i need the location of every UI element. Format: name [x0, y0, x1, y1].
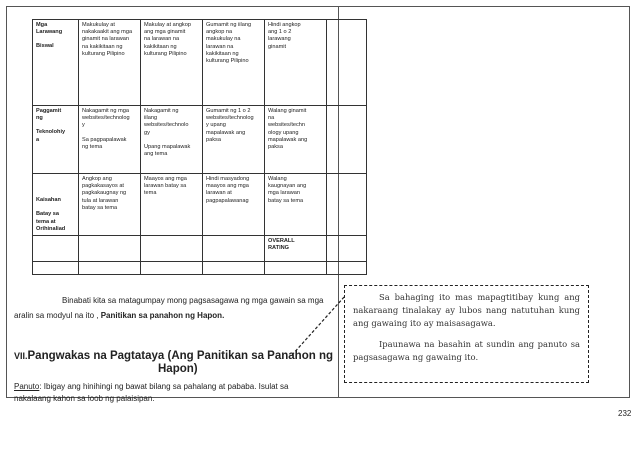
teacher-note-callout: Sa bahaging ito mas mapagtitibay kung ang nakaraang tinalakay ay lubos nang natutuhan kung ang gawaing ito ay maisasagawa. Ipaunawa na basahin at sundin ang panuto sa pagsasagawa ng gawaing ito.	[344, 285, 589, 383]
rubric-cell: Gumamit ng iilang angkop na makukulay na larawan na kakikitaan ng kulturang Pilipino	[203, 20, 265, 106]
criterion-cell: Mga Larawang Biswal	[33, 20, 79, 106]
instruction: Panuto: Ibigay ang hinihingi ng bawat bilang sa pahalang at pababa. Isulat sa	[14, 382, 289, 391]
criterion-cell: Paggamit ng Teknolohiy a	[33, 106, 79, 174]
rubric-cell: Makukulay at nakakaakit ang mga ginamit na larawan na kakikitaan ng kulturang Pilipino	[79, 20, 141, 106]
rubric-cell: Walang ginamit na websites/techn ology upang mapalawak ang paksa	[265, 106, 327, 174]
rubric-cell: Nakagamit ng iilang websites/technolo gy Upang mapalawak ang tema	[141, 106, 203, 174]
section-heading-cont: Hapon)	[158, 363, 198, 375]
page-number: 232	[618, 409, 632, 418]
rubric-cell: Maayos ang mga larawan batay sa tema	[141, 174, 203, 236]
rubric-cell: Angkop ang pagkakasayos at pagkakaugnay ng tula at larawan batay sa tema	[79, 174, 141, 236]
rubric-cell: Hindi angkop ang 1 o 2 larawang ginamit	[265, 20, 327, 106]
rubric-cell: Hindi masyadong maayos ang mga larawan at pagpapalawanag	[203, 174, 265, 236]
congrats-line: Binabati kita sa matagumpay mong pagsasagawa ng mga gawain sa mga	[62, 296, 324, 305]
overall-rating-cell: OVERALL RATING	[265, 236, 327, 262]
rubric-cell: Makulay at angkop ang mga ginamit na larawan na kakikitaan ng kulturang Pilipino	[141, 20, 203, 106]
instruction-cont: nakalaang kahon sa loob ng palaisipan.	[14, 394, 155, 403]
rubric-cell: Nakagamit ng mga websites/technolog y Sa pagpapalawak ng tema	[79, 106, 141, 174]
criterion-cell: Kaisahan Batay sa tema at Orihinaliad	[33, 174, 79, 236]
rubric-cell: Walang kaugnayan ang mga larawan batay sa tema	[265, 174, 327, 236]
section-heading: VII.Pangwakas na Pagtataya (Ang Panitikan sa Panahon ng	[14, 350, 333, 362]
rubric-cell: Gumamit ng 1 o 2 websites/technolog y upang mapalawak ang paksa	[203, 106, 265, 174]
congrats-line-2: aralin sa modyul na ito , Panitikan sa panahon ng Hapon.	[14, 311, 225, 320]
